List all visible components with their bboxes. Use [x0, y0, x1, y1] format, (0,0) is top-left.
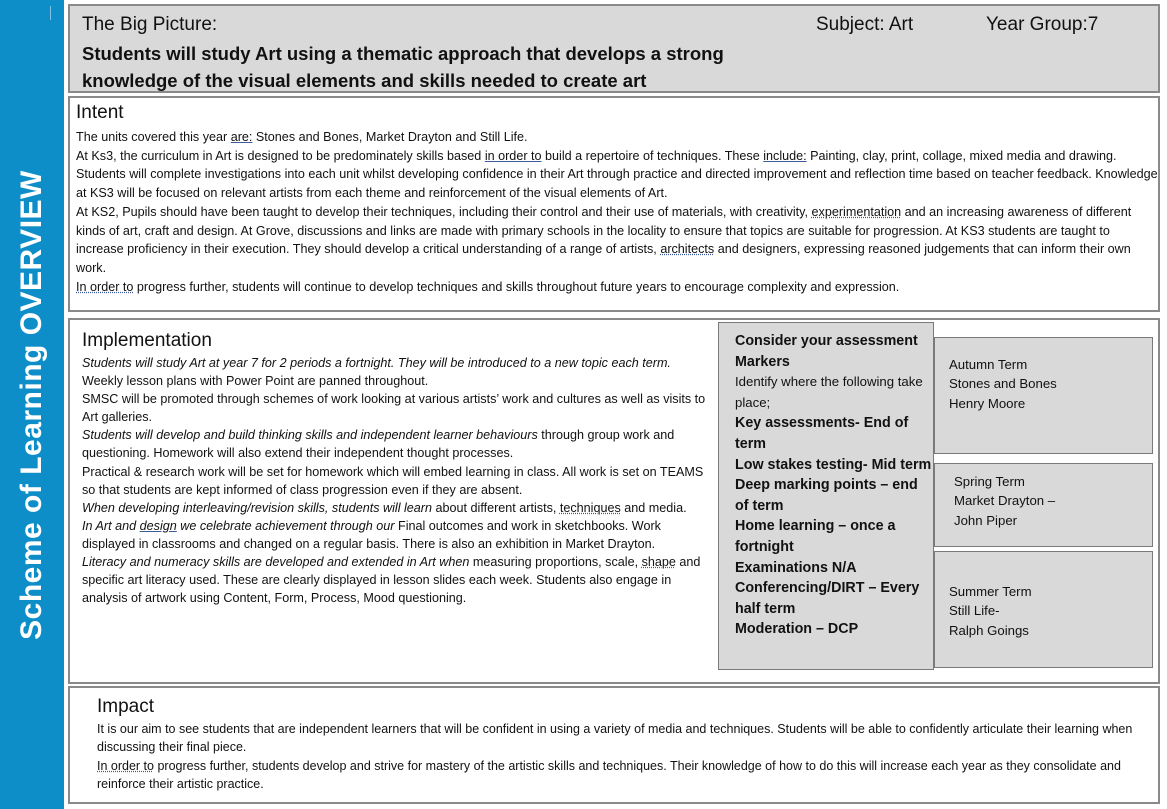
- implementation-line: Practical & research work will be set for homework which will embed learning in class. All work is set on TEAMS so that students are kept informed of class progression even if they are absent.: [82, 464, 704, 497]
- assessment-item: Low stakes testing- Mid term: [735, 456, 932, 473]
- assessment-instruction: Identify where the following take place;: [735, 374, 923, 410]
- text-span: Stones and Bones, Market Drayton and Still Life.: [252, 130, 528, 144]
- sidebar: [0, 0, 64, 809]
- text-span: In order to: [97, 758, 154, 773]
- intent-paragraph: [76, 128, 1158, 147]
- text-span: Literacy and numeracy skills are developed and extended in Art when: [82, 555, 470, 570]
- term-topic: Stones and Bones: [949, 376, 1057, 392]
- implementation-line: [82, 553, 706, 607]
- text-span: in order to: [484, 148, 542, 163]
- intent-paragraph: [76, 147, 1158, 203]
- text-span: through group work and questioning. Homework will also extend their independent thought processes.: [82, 428, 675, 461]
- text-span: design: [139, 518, 177, 533]
- impact-title: Impact: [97, 696, 155, 717]
- implementation-line: [82, 499, 706, 517]
- text-span: In order to: [76, 279, 134, 294]
- impact-paragraph: It is our aim to see students that are independent learners that will be confident in using a variety of media and techniques. Students will be able to confidently articulate their learning when discussing their final piece.: [97, 722, 1133, 755]
- term-name: Autumn Term: [949, 357, 1028, 372]
- big-picture-summary: Students will study Art using a thematic approach that develops a strong knowledge of the visual elements and skills needed to create art: [82, 43, 724, 91]
- text-span: At Ks3, the curriculum in Art is designed to be predominately skills based: [76, 148, 485, 163]
- assessment-item: Key assessments- End of term: [735, 415, 909, 452]
- intent-body: [76, 128, 1158, 296]
- sidebar-marker: [50, 6, 51, 20]
- text-span: Students will develop and build thinking skills and independent learner behaviours: [82, 428, 538, 443]
- implementation-title: Implementation: [82, 330, 212, 351]
- assessment-markers-box: [718, 322, 934, 670]
- text-span: Final outcomes and work in sketchbooks. Work displayed in classrooms and changed on a regular basis. There is also an exhibition in Market Drayton.: [82, 518, 661, 551]
- text-span: include:: [763, 148, 807, 163]
- impact-paragraph: [97, 757, 1149, 794]
- text-span: progress further, students develop and strive for mastery of the artistic skills and techniques. Their knowledge of how to do this will increase each year as they consolidate and reinforce their artistic practice.: [97, 758, 1121, 791]
- term-box-autumn: [934, 337, 1153, 454]
- text-span: about different artists,: [432, 500, 560, 515]
- big-picture-header: [68, 4, 1160, 93]
- text-span: shape: [641, 555, 676, 570]
- term-topic: Still Life-: [949, 603, 1000, 619]
- text-span: we celebrate achievement through our: [176, 518, 395, 533]
- text-span: techniques: [559, 500, 621, 515]
- assessment-item: Conferencing/DIRT – Every half term: [735, 580, 920, 617]
- term-box-spring: [934, 463, 1153, 547]
- term-name: Spring Term: [954, 474, 1025, 489]
- sidebar-title: Scheme of Learning OVERVIEW: [15, 170, 48, 640]
- implementation-line: [82, 517, 706, 553]
- term-box-summer: [934, 551, 1153, 668]
- text-span: At KS2, Pupils should have been taught to develop their techniques, including their control and their use of materials, with creativity,: [76, 204, 812, 219]
- text-span: Painting, clay, print, collage, mixed media and drawing. Students will complete investigations into each unit whilst developing confidence in their Art through practice and directed improvement and reflection time based on teacher feedback. Knowledge at KS3 will be focused on relevant artists from each theme and reinforcement of the visual elements of Art.: [76, 148, 1158, 201]
- intent-paragraph: [76, 203, 1158, 278]
- text-span: experimentation: [811, 204, 902, 219]
- implementation-line: SMSC will be promoted through schemes of work looking at various artists’ work and cultures as well as visits to Art galleries.: [82, 392, 706, 425]
- assessment-item: Home learning – once a fortnight: [735, 518, 896, 555]
- impact-body: [97, 720, 1149, 793]
- text-span: and designers, expressing reasoned judgements that can inform their own work.: [76, 242, 1131, 275]
- term-artist: Henry Moore: [949, 395, 1026, 411]
- text-span: progress further, students will continue to develop techniques and skills throughout future years to encourage complexity and expression.: [133, 279, 900, 294]
- assessment-item: Deep marking points – end of term: [735, 477, 918, 514]
- subject-label: Subject: Art: [816, 14, 914, 35]
- year-group-label: Year Group:7: [986, 14, 1099, 35]
- term-topic: Market Drayton –: [954, 493, 1056, 509]
- text-span: and media.: [620, 500, 687, 515]
- text-span: and specific art literacy used. These are clearly displayed in lesson slides each week. Students also engage in analysis of artwork using Content, Form, Process, Mood questioning.: [82, 555, 701, 606]
- assessment-heading: Consider your assessment Markers: [735, 333, 918, 370]
- text-span: architects: [660, 242, 715, 257]
- term-name: Summer Term: [949, 584, 1032, 599]
- implementation-line: [82, 426, 706, 462]
- implementation-line: Weekly lesson plans with Power Point are panned throughout.: [82, 374, 429, 389]
- intent-title: Intent: [76, 102, 124, 123]
- text-span: In Art and: [82, 518, 140, 533]
- text-span: measuring proportions, scale,: [469, 555, 642, 570]
- text-span: build a repertoire of techniques. These: [541, 148, 764, 163]
- intent-section: [68, 96, 1160, 312]
- assessment-item: Moderation – DCP: [735, 621, 859, 638]
- text-span: When developing interleaving/revision skills, students will learn: [82, 500, 432, 515]
- assessment-item: Examinations N/A: [735, 559, 857, 576]
- text-span: and an increasing awareness of different kinds of art, craft and design. At Grove, discussions and links are made with primary schools in the locality to ensure that topics are suitable for progression. At KS3 students are taught to increase proficiency in their execution. They should develop a critical understanding of a range of artists,: [76, 204, 1132, 257]
- term-artist: Ralph Goings: [949, 622, 1029, 638]
- text-span: The units covered this year: [76, 130, 231, 144]
- implementation-line: Students will study Art at year 7 for 2 periods a fortnight. They will be introduced to a new topic each term.: [82, 356, 671, 370]
- term-artist: John Piper: [954, 512, 1018, 528]
- implementation-body: [82, 354, 706, 607]
- intent-paragraph: [76, 278, 1158, 297]
- big-picture-label: The Big Picture:: [82, 14, 218, 35]
- impact-section: [68, 686, 1160, 804]
- text-span: are:: [230, 130, 253, 144]
